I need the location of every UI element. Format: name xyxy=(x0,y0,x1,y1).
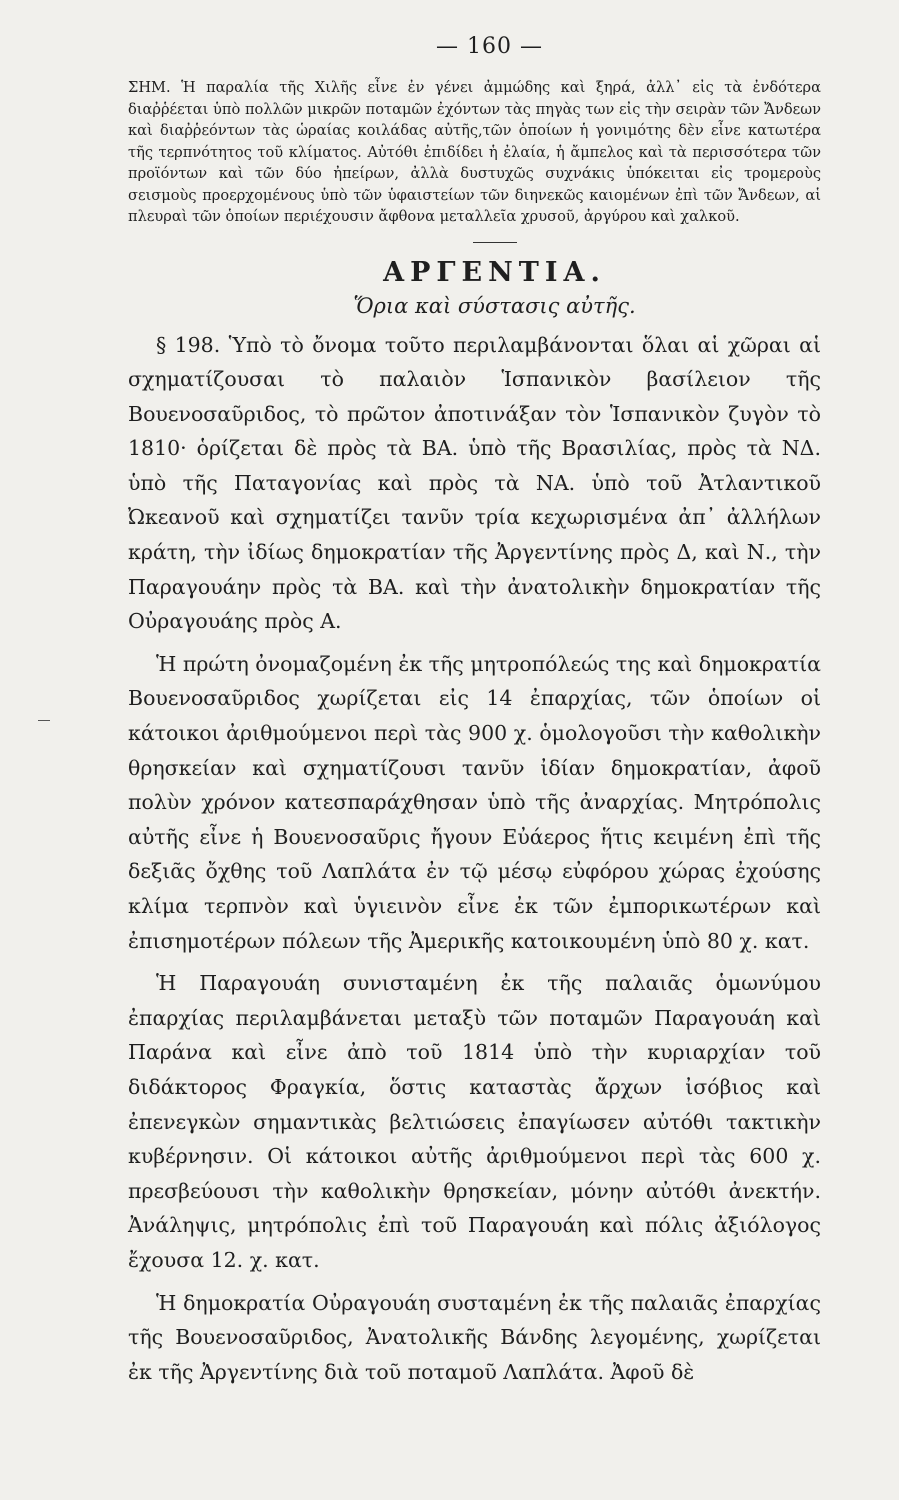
margin-mark xyxy=(38,720,50,721)
paragraph-198: § 198. Ὑπὸ τὸ ὄνομα τοῦτο περιλαμβάνονται ὅλαι αἱ χῶραι αἱ σχηματίζουσαι τὸ παλαιὸν Ἱσπανικὸν βασίλειον τῆς Βουενοσαῦριδος, τὸ πρῶτον ἀποτινάξαν τὸν Ἱσπανικὸν ζυγὸν τὸ 1810· ὁρίζεται δὲ πρὸς τὰ ΒΑ. ὑπὸ τῆς Βρασιλίας, πρὸς τὰ ΝΔ. ὑπὸ τῆς Παταγονίας καὶ πρὸς τὰ ΝΑ. ὑπὸ τοῦ Ἀτλαντικοῦ Ὠκεανοῦ καὶ σχηματίζει τανῦν τρία κεχωρισμένα ἀπ᾽ ἀλλήλων κράτη, τὴν ἰδίως δημοκρατίαν τῆς Ἀργεντίνης πρὸς Δ, καὶ Ν., τὴν Παραγουάην πρὸς τὰ ΒΑ. καὶ τὴν ἀνατολικὴν δημοκρατίαν τῆς Οὐραγουάης πρὸς Α. xyxy=(128,332,821,634)
footnote xyxy=(128,77,821,228)
section-title: ΑΡΓΕΝΤΙΑ. xyxy=(383,256,606,288)
body-text xyxy=(128,328,821,1390)
divider xyxy=(473,242,517,243)
paragraph-uruguay: Ἡ δημοκρατία Οὐραγουάη συσταμένη ἐκ τῆς παλαιᾶς ἐπαρχίας τῆς Βουενοσαῦριδος, Ἀνατολικῆς Βάνδης λεγομένης, χωρίζεται ἐκ τῆς Ἀργεντίνης διὰ τοῦ ποταμοῦ Λαπλάτα. Ἀφοῦ δὲ xyxy=(128,1290,821,1384)
paragraph-buenos-aires: Ἡ πρώτη ὀνομαζομένη ἐκ τῆς μητροπόλεώς της καὶ δημοκρατία Βουενοσαῦριδος χωρίζεται εἰς 14 ἐπαρχίας, τῶν ὁποίων οἱ κάτοικοι ἀριθμούμενοι περὶ τὰς 900 χ. ὁμολογοῦσι τὴν καθολικὴν θρησκείαν καὶ σχηματίζουσι τανῦν ἰδίαν δημοκρατίαν, ἀφοῦ πολὺν χρόνον κατεσπαράχθησαν ὑπὸ τῆς ἀναρχίας. Μητρόπολις αὐτῆς εἶνε ἡ Βουενοσαῦρις ἤγουν Εὐάερος ἥτις κειμένη ἐπὶ τῆς δεξιᾶς ὄχθης τοῦ Λαπλάτα ἐν τῷ μέσῳ εὐφόρου χώρας ἐχούσης κλίμα τερπνὸν καὶ ὑγιεινὸν εἶνε ἐκ τῶν ἐμπορικωτέρων καὶ ἐπισημοτέρων πόλεων τῆς Ἀμερικῆς κατοικουμένη ὑπὸ 80 χ. κατ. xyxy=(128,651,821,953)
paragraph-paraguay: Ἡ Παραγουάη συνισταμένη ἐκ τῆς παλαιᾶς ὁμωνύμου ἐπαρχίας περιλαμβάνεται μεταξὺ τῶν ποταμῶν Παραγουάη καὶ Παράνα καὶ εἶνε ἀπὸ τοῦ 1814 ὑπὸ τὴν κυριαρχίαν τοῦ διδάκτορος Φραγκία, ὅστις καταστὰς ἄρχων ἰσόβιος καὶ ἐπενεγκὼν σημαντικὰς βελτιώσεις ἐπαγίωσεν αὐτόθι τακτικὴν κυβέρνησιν. Οἱ κάτοικοι αὐτῆς ἀριθμούμενοι περὶ τὰς 600 χ. πρεσβεύουσι τὴν καθολικὴν θρησκείαν, μόνην αὐτόθι ἀνεκτήν. Ἀνάληψις, μητρόπολις ἐπὶ τοῦ Παραγουάη καὶ πόλις ἀξιόλογος ἔχουσα 12. χ. κατ. xyxy=(128,971,821,1272)
footnote-text: ΣΗΜ. Ἡ παραλία τῆς Χιλῆς εἶνε ἐν γένει ἀμμώδης καὶ ξηρά, ἀλλ᾽ εἰς τὰ ἐνδότερα διαῤῥέεται ὑπὸ πολλῶν μικρῶν ποταμῶν ἐχόντων τὰς πηγὰς των εἰς τὴν σειρὰν τῶν Ἄνδεων καὶ διαῤῥεόντων τὰς ὡραίας κοιλάδας αὐτῆς,τῶν ὁποίων ἡ γονιμότης δὲν εἶνε κατωτέρα τῆς τερπνότητος τοῦ κλίματος. Αὐτόθι ἐπιδίδει ἡ ἐλαία, ἡ ἄμπελος καὶ τὰ περισσότερα τῶν προϊόντων καὶ τῶν δύο ἠπείρων, ἀλλὰ δυστυχῶς συχνάκις ὑπόκειται εἰς τρομεροὺς σεισμοὺς προερχομένους ὑπὸ τῶν ὑφαιστείων τῶν διηνεκῶς καιομένων ἐπὶ τῶν Ἄνδεων, αἱ πλευραὶ τῶν ὁποίων περιέχουσιν ἄφθονα μεταλλεῖα χρυσοῦ, ἀργύρου καὶ χαλκοῦ. xyxy=(128,79,821,225)
section-subtitle: Ὅρια καὶ σύστασις αὐτῆς. xyxy=(353,293,636,318)
page-number: — 160 — xyxy=(436,34,543,59)
